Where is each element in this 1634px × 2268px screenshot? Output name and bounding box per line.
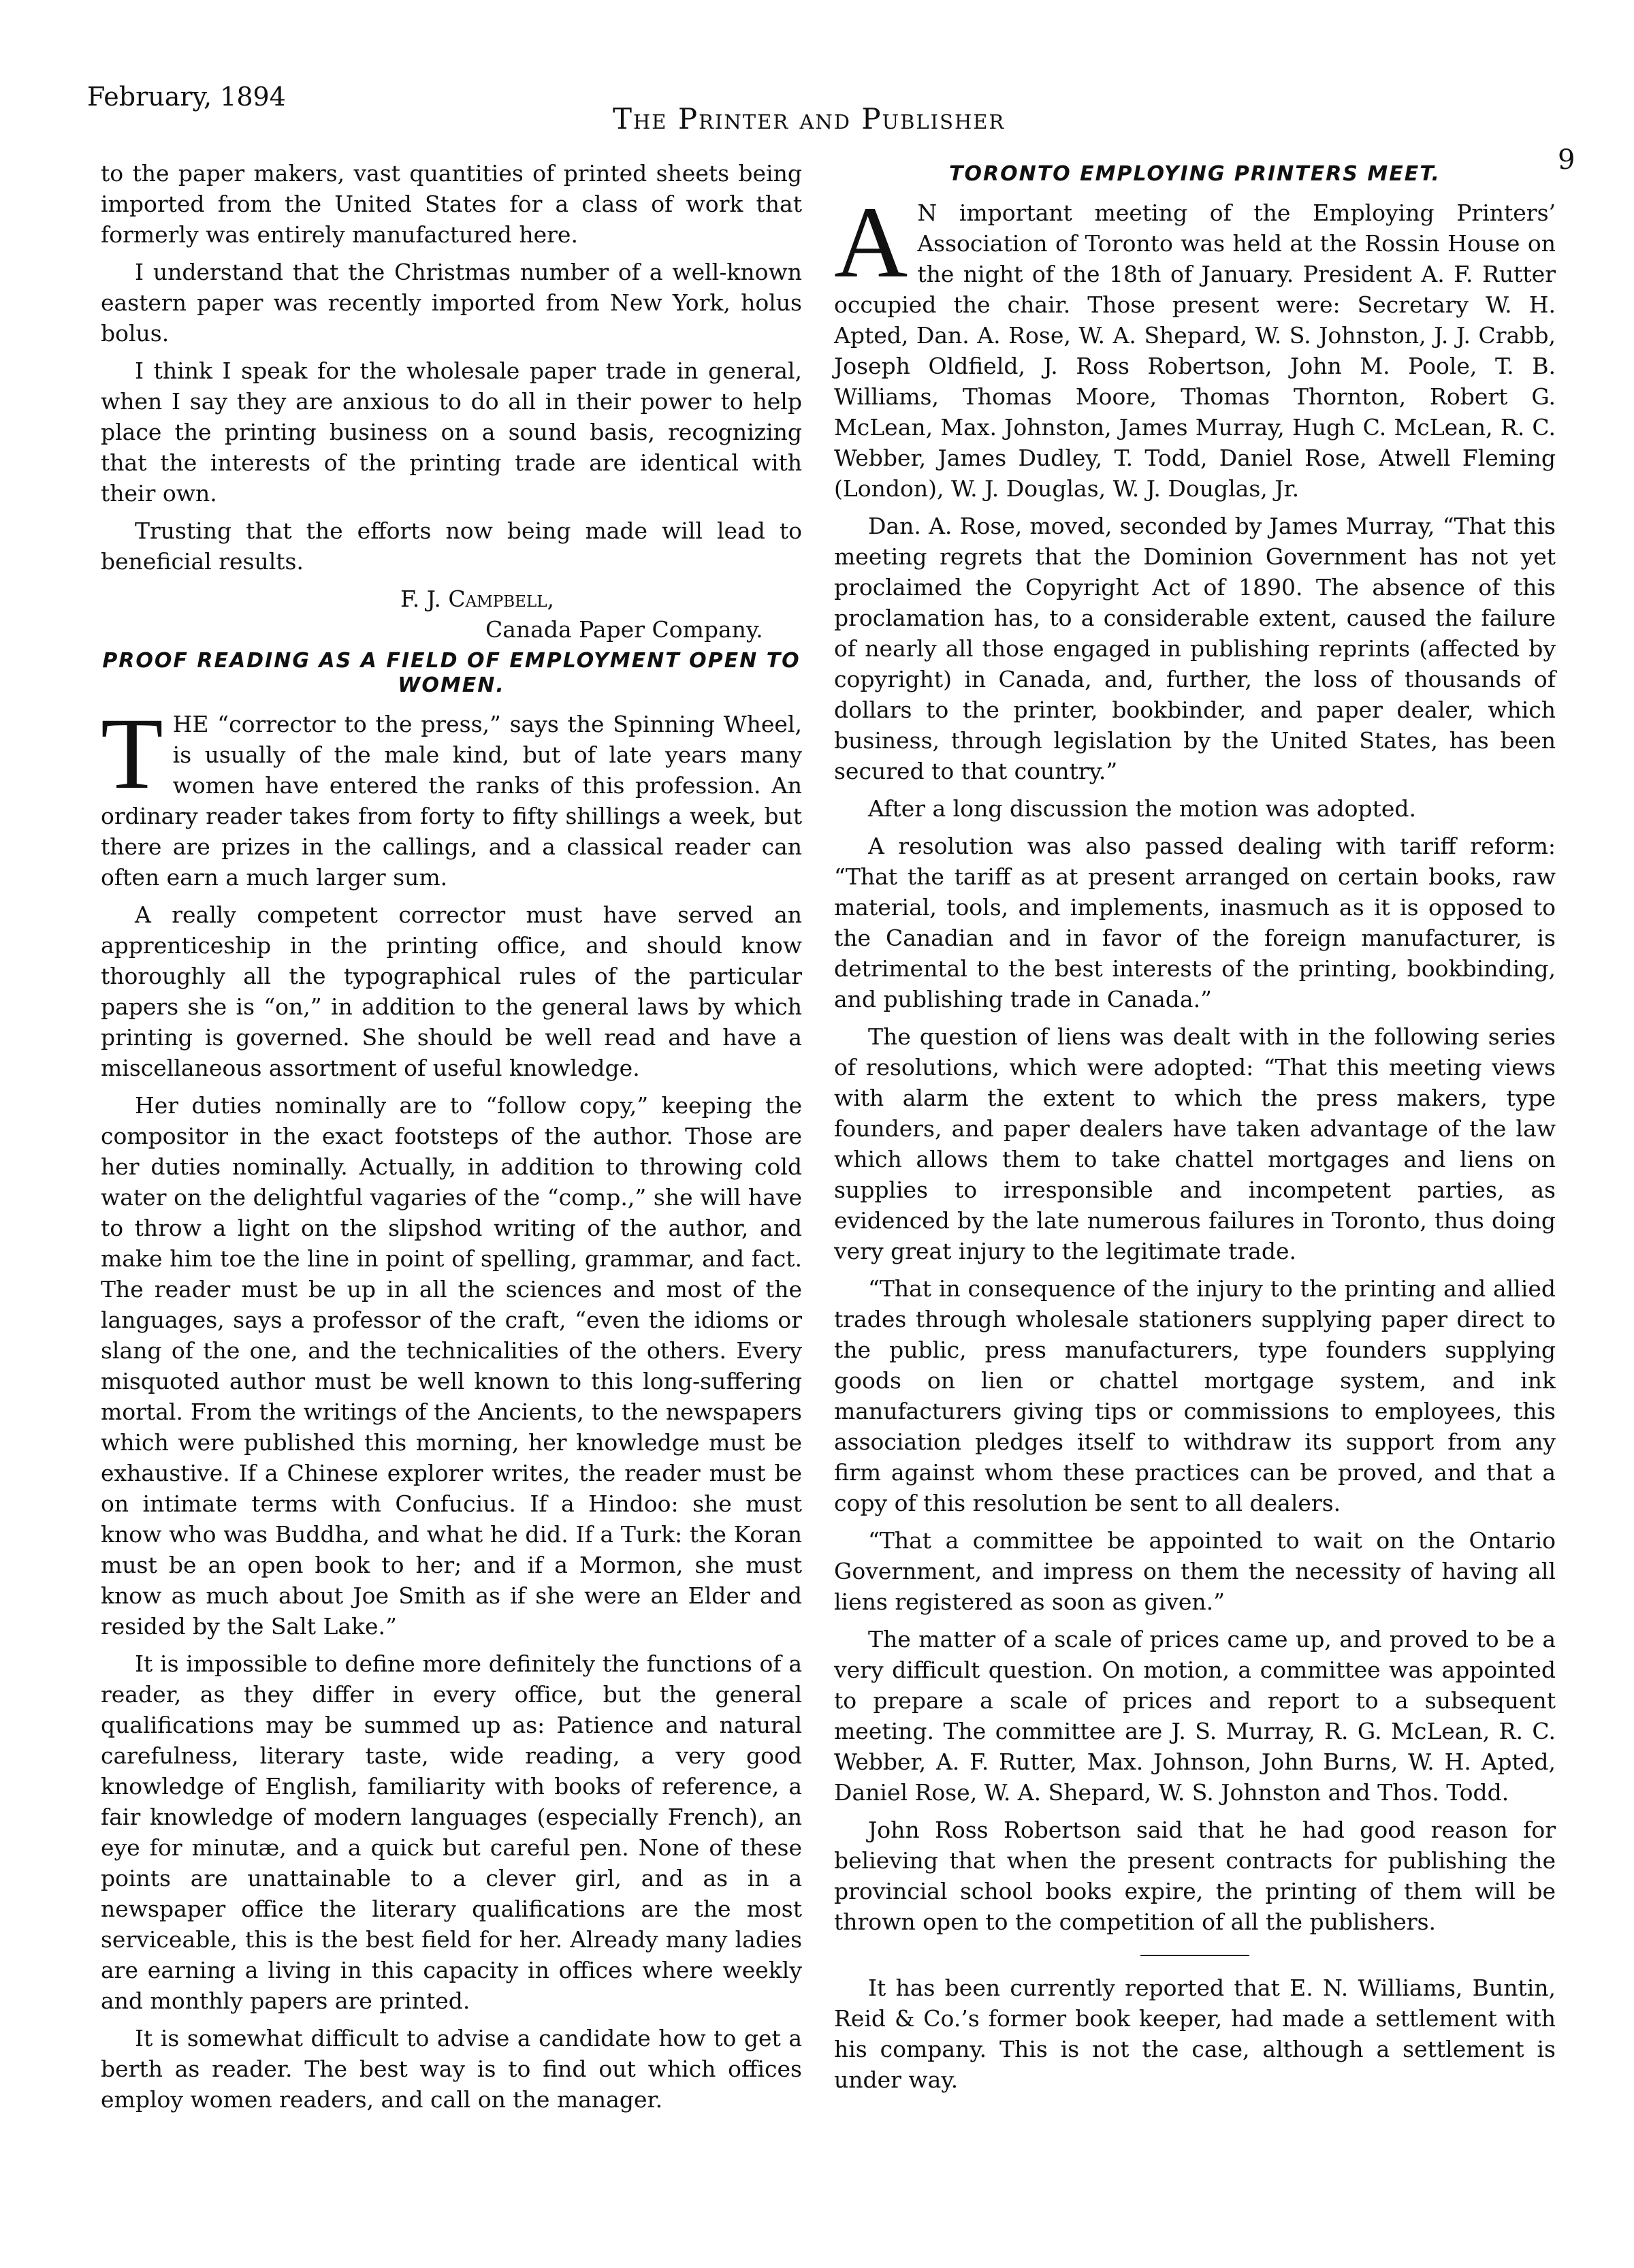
news-note: It has been currently reported that E. N. Williams, Buntin, Reid & Co.’s former book keeper, had made a settlement with his company. This is not the case, although a settlement is under way. xyxy=(834,1975,1556,2093)
article-paragraph-text: N important meeting of the Employing Printers’ Association of Toronto was held at the Rossin House on the night of the 18th of January. President A. F. Rutter occupied the chair. Those present were: Secretary W. H. Apted, Dan. A. Rose, W. A. Shepard, W. S. Johnston, J. J. Crabb, Joseph Oldfield, J. Ross Robertson, John M. Poole, T. B. Williams, Thomas Moore, Thomas Thornton, Robert G. McLean, Max. Johnston, James Murray, Hugh C. McLean, R. C. Webber, James Dudley, T. Todd, Daniel Rose, Atwell Fleming (London), W. J. Douglas, W. J. Douglas, Jr. xyxy=(834,199,1556,502)
right-column xyxy=(834,158,1556,2102)
left-column xyxy=(101,158,802,2122)
letter-paragraph: I understand that the Christmas number of a well-known eastern paper was recently imported from New York, holus bolus. xyxy=(101,259,802,347)
article-paragraph: A resolution was also passed dealing with tariff reform: “That the tariff as at present arranged on certain books, raw material, tools, and implements, inasmuch as it is opposed to the Canadian and in favor of the foreign manufacturer, is detrimental to the best interests of the printing, bookbinding, and publishing trade in Canada.” xyxy=(834,833,1556,1012)
article-paragraph: “That in consequence of the injury to the printing and allied trades through wholesale stationers supplying paper direct to the public, press manufacturers, type founders supplying goods on lien or chattel mortgage system, and ink manufacturers giving tips or commissions to employees, this association pledges itself to withdraw its support from any firm against whom these practices can be proved, and that a copy of this resolution be sent to all dealers. xyxy=(834,1275,1556,1516)
article-paragraph: The question of liens was dealt with in the following series of resolutions, which were adopted: “That this meeting views with alarm the extent to which the press makers, type founders, and paper dealers have taken advantage of the law which allows them to take chattel mortgages and liens on supplies to irresponsible and incompetent parties, as evidenced by the late numerous failures in Toronto, thus doing very great injury to the legitimate trade. xyxy=(834,1023,1556,1264)
article-heading: PROOF READING AS A FIELD OF EMPLOYMENT OPEN TO WOMEN. xyxy=(102,649,801,697)
letter-signature xyxy=(101,584,802,645)
article-paragraph xyxy=(101,697,802,893)
article-paragraph: The matter of a scale of prices came up, and proved to be a very difficult question. On motion, a committee was appointed to prepare a scale of prices and report to a subsequent meeting. The committee are J. S. Murray, R. G. McLean, R. C. Webber, A. F. Rutter, Max. Johnson, John Burns, W. H. Apted, Daniel Rose, W. A. Shepard, W. S. Johnston and Thos. Todd. xyxy=(834,1626,1556,1806)
article-paragraph: It is somewhat difficult to advise a candidate how to get a berth as reader. The best way is to find out which offices employ women readers, and call on the manager. xyxy=(101,2025,802,2113)
article-paragraph: Her duties nominally are to “follow copy,” keeping the compositor in the exact footsteps of the author. Those are her duties nominally. Actually, in addition to throwing cold water on the delightful vagaries of the “comp.,” she will have to throw a light on the slipshod writing of the author, and make him toe the line in point of spelling, grammar, and fact. The reader must be up in all the sciences and most of the languages, says a professor of the craft, “even the idioms or slang of the one, and the technicalities of the others. Every misquoted author must be well known to this long-suffering mortal. From the writings of the Ancients, to the newspapers which were published this morning, her knowledge must be exhaustive. If a Chinese explorer writes, the reader must be on intimate terms with Confucius. If a Hindoo: she must know who was Buddha, and what he did. If a Turk: the Koran must be an open book to her; and if a Mormon, she must know as much about Joe Smith as if she were an Elder and resided by the Salt Lake.” xyxy=(101,1092,802,1640)
article-paragraph: After a long discussion the motion was adopted. xyxy=(868,795,1417,822)
article-paragraph xyxy=(834,186,1556,504)
article-paragraph: A really competent corrector must have served an apprenticeship in the printing office, and should know thoroughly all the typographical rules of the particular papers she is “on,” in addition to the general laws by which printing is governed. She should be well read and have a miscellaneous assortment of useful knowledge. xyxy=(101,901,802,1081)
publication-title: The Printer and Publisher xyxy=(613,102,1006,135)
article-paragraph-text: HE “corrector to the press,” says the Spinning Wheel, is usually of the male kind, but of late years many women have entered the ranks of this profession. An ordinary reader takes from forty to fifty shillings a week, but there are prizes in the callings, and a classical reader can often earn a much larger sum. xyxy=(101,711,802,891)
letter-paragraph: I think I speak for the wholesale paper trade in general, when I say they are anxious to do all in their power to help place the printing business on a sound basis, recognizing that the interests of the printing trade are identical with their own. xyxy=(101,357,802,507)
drop-cap: A xyxy=(834,186,908,299)
letter-paragraph: to the paper makers, vast quantities of printed sheets being imported from the United States for a class of work that formerly was entirely manufactured here. xyxy=(101,160,802,248)
article-paragraph: John Ross Robertson said that he had good reason for believing that when the present contracts for publishing the provincial school books expire, the printing of them will be thrown open to the competition of all the publishers. xyxy=(834,1817,1556,1935)
page-number: 9 xyxy=(1558,144,1575,176)
signature-name: F. J. Campbell, xyxy=(400,586,554,612)
signature-company: Canada Paper Company. xyxy=(485,616,763,643)
article-paragraph: “That a committee be appointed to wait on the Ontario Government, and impress on them the necessity of having all liens registered as soon as given.” xyxy=(834,1527,1556,1615)
drop-cap: T xyxy=(101,697,163,810)
letter-paragraph: Trusting that the efforts now being made will lead to beneficial results. xyxy=(101,517,802,575)
article-paragraph: It is impossible to define more definitely the functions of a reader, as they differ in every office, but the general qualifications may be summed up as: Patience and natural carefulness, literary taste, wide reading, a very good knowledge of English, familiarity with books of reference, a fair knowledge of modern languages (especially French), an eye for minutæ, and a quick but careful pen. None of these points are unattainable to a clever girl, and as in a newspaper office the literary qualifications are the most serviceable, this is the best field for her. Already many ladies are earning a living in this capacity in offices where weekly and monthly papers are printed. xyxy=(101,1650,802,2014)
section-divider xyxy=(1140,1955,1249,1956)
article-paragraph: Dan. A. Rose, moved, seconded by James Murray, “That this meeting regrets that the Dominion Government has not yet proclaimed the Copyright Act of 1890. The absence of this proclamation has, to a considerable extent, caused the failure of nearly all those engaged in publishing reprints (affected by copyright) in Canada, and, further, the loss of thousands of dollars to the printer, bookbinder, and paper dealer, which business, through legislation by the United States, has been secured to that country.” xyxy=(834,513,1556,784)
issue-date: February, 1894 xyxy=(87,82,286,112)
article-heading: TORONTO EMPLOYING PRINTERS MEET. xyxy=(949,162,1441,186)
